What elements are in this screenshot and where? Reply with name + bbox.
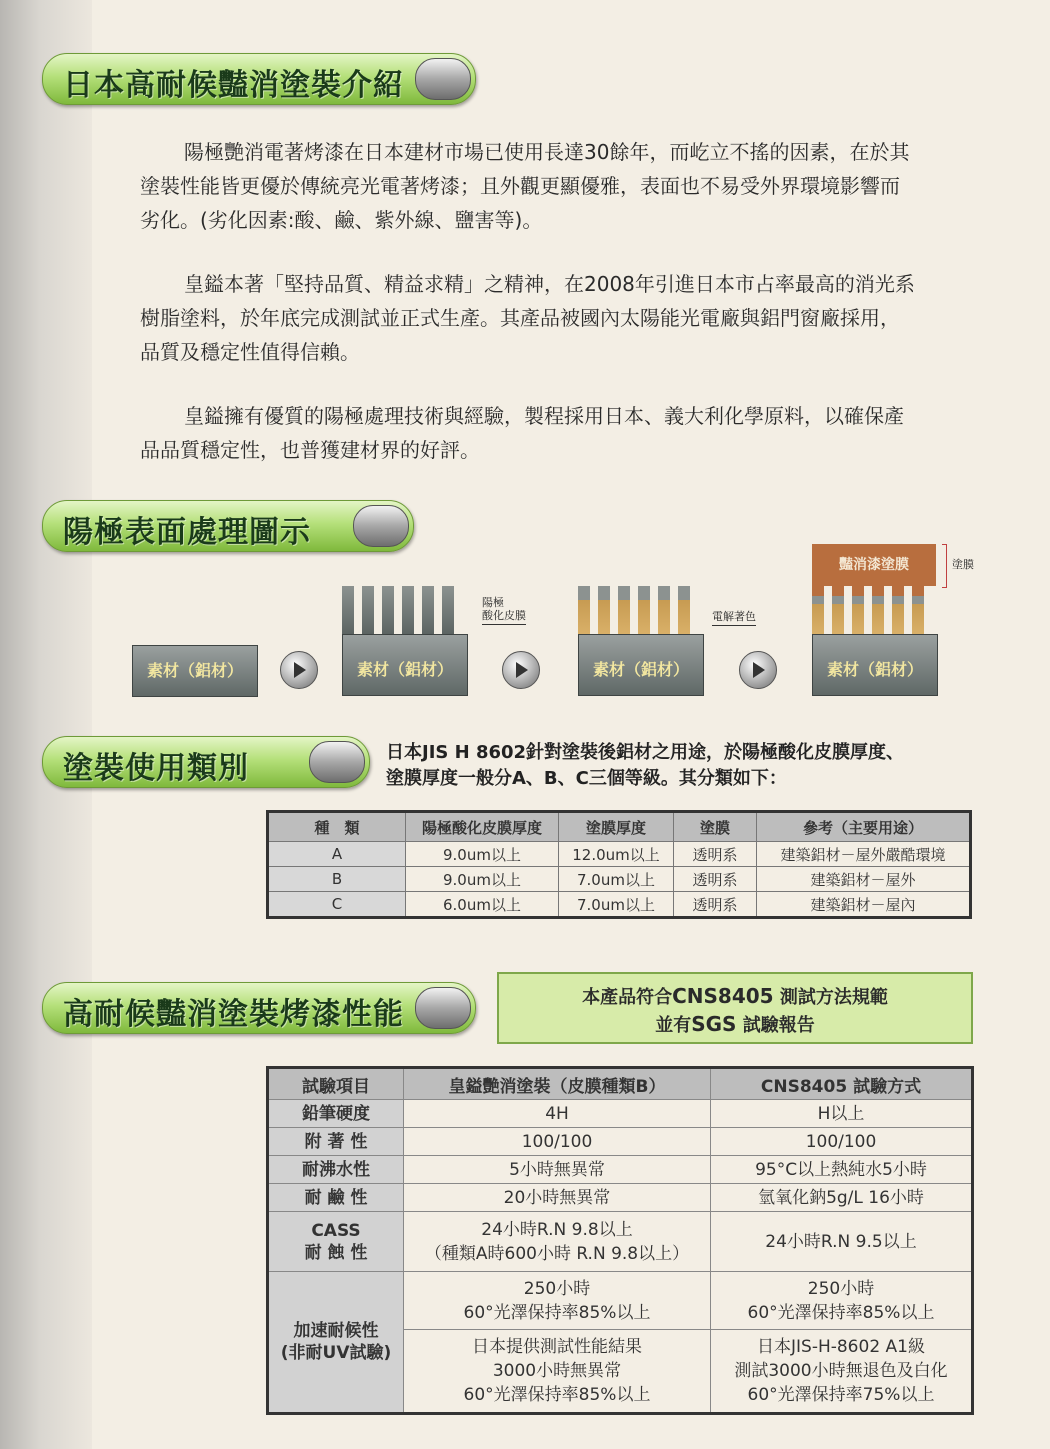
section-title: 塗裝使用類別 [63, 751, 249, 786]
text: SGS [691, 1012, 737, 1036]
table-cell: 建築鋁材－屋外嚴酷環境 [757, 842, 971, 867]
table-cell: 鉛筆硬度 [268, 1100, 404, 1128]
process-arrow-icon [502, 651, 540, 689]
text-line: 樹脂塗料，於年底完成測試並正式生產。其產品被國內太陽能光電廠與鋁門窗廠採用， [140, 306, 900, 330]
cell-line: (非耐UV試驗) [280, 1343, 392, 1363]
text-line: 品品質穩定性，也普獲建材界的好評。 [140, 438, 480, 462]
table-cell: B [268, 867, 406, 892]
cell-line: 60°光澤保持率85%以上 [747, 1302, 935, 1323]
table-cell: 附 著 性 [268, 1128, 404, 1156]
label-line: 酸化皮膜 [482, 609, 526, 622]
electrolytic-label: 電解著色 [712, 610, 756, 626]
text: 本產品符合 [582, 987, 673, 1008]
cell-line: 日本提供測試性能結果 [472, 1337, 642, 1357]
table-cell: 7.0um以上 [559, 892, 674, 918]
section-title: 陽極表面處理圖示 [63, 515, 311, 550]
table-row [268, 892, 971, 918]
table-cell: 透明系 [674, 892, 757, 918]
section-header-diagram [42, 500, 414, 552]
label-line: 陽極 [482, 596, 504, 609]
side-band [0, 0, 92, 1449]
section-title: 日本高耐候豔消塗裝介紹 [63, 68, 404, 103]
text-line: 劣化。(劣化因素:酸、鹼、紫外線、鹽害等)。 [140, 208, 543, 232]
text: 並有 [655, 1015, 692, 1036]
column-header: 陽極酸化皮膜厚度 [406, 812, 559, 842]
text: CNS8405 [672, 984, 774, 1008]
jis-description [386, 740, 904, 792]
text-line: 陽極艷消電著烤漆在日本建材市場已使用長達30餘年，而屹立不搖的因素，在於其 [184, 140, 910, 164]
cell-line: 加速耐候性 [293, 1321, 379, 1341]
cell-line: 60°光澤保持率85%以上 [463, 1302, 651, 1323]
text-line: 日本JIS H 8602針對塗裝後鋁材之用途，於陽極酸化皮膜厚度、 [386, 742, 905, 763]
text-line: 塗膜厚度一般分A、B、C三個等級。其分類如下： [386, 768, 787, 789]
cell-line: 250小時 [523, 1278, 591, 1299]
table-cell [268, 1272, 404, 1414]
header-knob-icon [309, 741, 365, 783]
table-row [268, 1128, 973, 1156]
table-row [268, 1184, 973, 1212]
header-knob-icon [353, 505, 409, 547]
intro-paragraph-2 [140, 267, 985, 369]
table-cell: 氫氧化鈉5g/L 16小時 [711, 1184, 973, 1212]
text: 測試方法規範 [773, 987, 888, 1008]
table-cell: 7.0um以上 [559, 867, 674, 892]
cell-line: 24小時R.N 9.8以上 [481, 1219, 633, 1240]
table-cell [404, 1212, 711, 1272]
table-header-row [268, 812, 971, 842]
film-bracket [942, 544, 947, 588]
column-header: CNS8405 試驗方式 [711, 1068, 973, 1100]
performance-table [266, 1066, 974, 1415]
table-cell: A [268, 842, 406, 867]
base-material-3: 素材（鋁材） [578, 634, 704, 696]
cns-compliance-box [497, 972, 973, 1044]
table-row [268, 1100, 973, 1128]
table-header-row [268, 1068, 973, 1100]
table-cell: 100/100 [711, 1128, 973, 1156]
table-cell: 6.0um以上 [406, 892, 559, 918]
column-header: 試驗項目 [268, 1068, 404, 1100]
table-cell [711, 1330, 973, 1414]
table-cell: H以上 [711, 1100, 973, 1128]
cell-line: 耐 蝕 性 [304, 1242, 368, 1263]
process-arrow-icon [280, 651, 318, 689]
base-material-1: 素材（鋁材） [132, 645, 258, 697]
table-cell: 透明系 [674, 842, 757, 867]
table-cell [404, 1272, 711, 1330]
header-knob-icon [415, 58, 471, 100]
section-title: 高耐候豔消塗裝烤漆性能 [63, 997, 404, 1032]
section-header-intro [42, 53, 476, 105]
cell-line: 日本JIS-H-8602 A1級 [757, 1337, 925, 1357]
column-header: 皇鎰艷消塗裝（皮膜種類B） [404, 1068, 711, 1100]
column-header: 參考（主要用途） [757, 812, 971, 842]
table-row [268, 1272, 973, 1330]
coating-layer: 豔消漆塗膜 [812, 544, 936, 586]
process-arrow-icon [739, 651, 777, 689]
table-cell: 透明系 [674, 867, 757, 892]
column-header: 塗膜厚度 [559, 812, 674, 842]
table-cell: 建築鋁材－屋外 [757, 867, 971, 892]
film-label: 塗膜 [952, 558, 974, 571]
anodic-film-label [482, 596, 526, 625]
cell-line: （種類A時600小時 R.N 9.8以上） [424, 1243, 690, 1264]
category-table [266, 810, 972, 919]
text: 試驗報告 [736, 1015, 815, 1036]
table-row [268, 1156, 973, 1184]
base-material-2: 素材（鋁材） [342, 634, 468, 696]
cell-line: 3000小時無異常 [492, 1361, 622, 1381]
table-row [268, 867, 971, 892]
table-cell: 20小時無異常 [404, 1184, 711, 1212]
text-line: 皇鎰本著「堅持品質、精益求精」之精神，在2008年引進日本市占率最高的消光系 [184, 272, 915, 296]
table-cell: 9.0um以上 [406, 867, 559, 892]
cell-line: CASS [311, 1220, 361, 1241]
cell-line: 60°光澤保持率75%以上 [747, 1385, 935, 1405]
base-material-4: 素材（鋁材） [812, 634, 938, 696]
text-line: 品質及穩定性值得信賴。 [140, 340, 360, 364]
table-cell: 9.0um以上 [406, 842, 559, 867]
header-knob-icon [415, 987, 471, 1029]
table-cell: 4H [404, 1100, 711, 1128]
table-cell [711, 1272, 973, 1330]
table-cell: 建築鋁材－屋內 [757, 892, 971, 918]
table-cell: 耐沸水性 [268, 1156, 404, 1184]
table-row [268, 842, 971, 867]
table-row [268, 1212, 973, 1272]
cell-line: 250小時 [807, 1278, 875, 1299]
table-cell [404, 1330, 711, 1414]
intro-paragraph-1 [140, 135, 985, 237]
text-line: 皇鎰擁有優質的陽極處理技術與經驗，製程採用日本、義大利化學原料，以確保產 [184, 404, 904, 428]
table-cell: 耐 鹼 性 [268, 1184, 404, 1212]
table-cell: 12.0um以上 [559, 842, 674, 867]
text-line: 塗裝性能皆更優於傳統亮光電著烤漆；且外觀更顯優雅，表面也不易受外界環境影響而 [140, 174, 900, 198]
column-header: 塗膜 [674, 812, 757, 842]
table-cell [268, 1212, 404, 1272]
cell-line: 60°光澤保持率85%以上 [463, 1385, 651, 1405]
table-cell: 5小時無異常 [404, 1156, 711, 1184]
section-header-category [42, 736, 370, 788]
table-cell: 95°C以上熱純水5小時 [711, 1156, 973, 1184]
cell-line: 測試3000小時無退色及白化 [734, 1361, 948, 1381]
intro-paragraph-3 [140, 399, 985, 467]
column-header: 種 類 [268, 812, 406, 842]
table-cell: 24小時R.N 9.5以上 [711, 1212, 973, 1272]
table-cell: 100/100 [404, 1128, 711, 1156]
section-header-performance [42, 982, 476, 1034]
table-cell: C [268, 892, 406, 918]
